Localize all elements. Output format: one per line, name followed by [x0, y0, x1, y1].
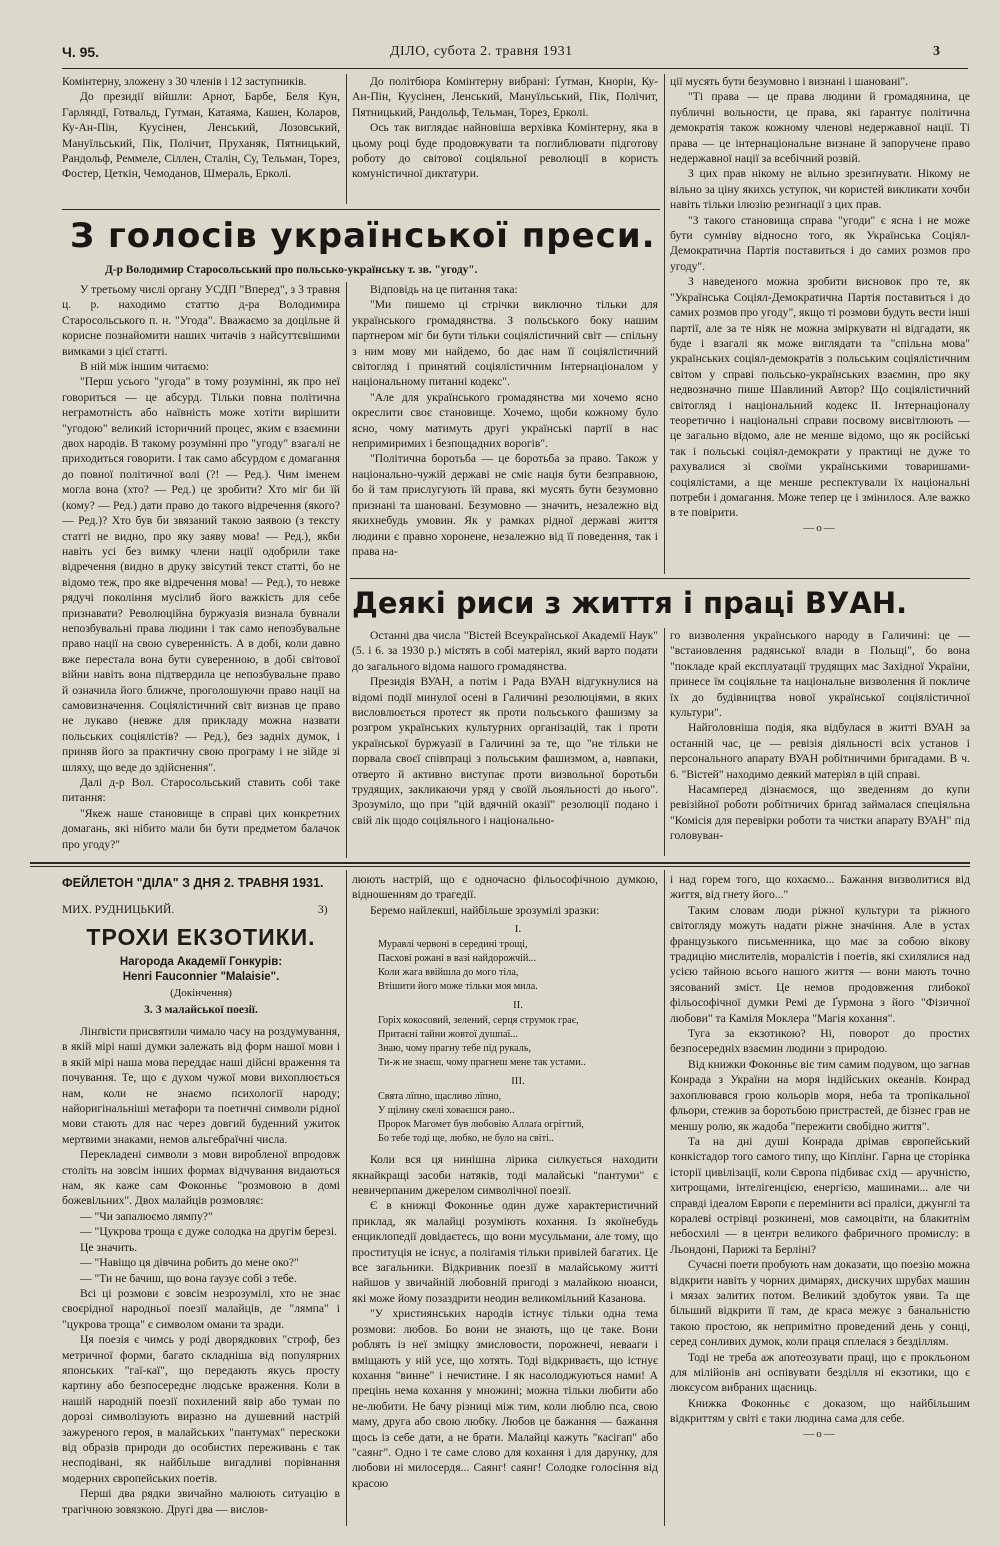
- section-rule: [350, 578, 970, 579]
- feuilleton-part: 3): [318, 904, 328, 916]
- feuilleton-col-1: [62, 1024, 340, 1524]
- paragraph: Книжка Фоконньє є доказом, що найбільшим відкриттям у світі є таки людина сама для себе.: [670, 1396, 970, 1426]
- paragraph: "Якеж наше становище в справі цих конкретних домагань, які нібито мали би бути предметом балачок про угоду?": [62, 806, 340, 851]
- top-col-2: [352, 74, 658, 206]
- article2-title: Деякі риси з життя і праці ВУАН.: [352, 586, 908, 620]
- poem-line: Свята лїпно, щасливо лїпно,: [378, 1091, 502, 1103]
- poem-line: Втішити його може тільки моя мила.: [378, 981, 538, 993]
- article1-subtitle: Д-р Володимир Старосольський про польсько-українську т. зв. "угоду".: [105, 264, 478, 276]
- section-rule: [62, 209, 660, 210]
- feuilleton-section-title: 3. З малайської поезії.: [144, 1004, 258, 1016]
- poem-line: Горіх кокосовий, зелений, серця струмок грає,: [378, 1015, 579, 1027]
- paragraph: "Ті права — це права людини й громадянина, це публичні вольности, це права, які ґарантує політична демократія також кожному членові недержавної нації. Ті права — це інтернаціональне визнане й запоручене право недержавної нації за всебічний розвій.: [670, 90, 970, 166]
- issue-number: Ч. 95.: [62, 44, 100, 60]
- top-col-1: [62, 74, 340, 206]
- feuilleton-subtitle-1: Нагорода Академії Гонкурів:: [119, 956, 283, 968]
- paragraph: Коли вся ця нинішна лірика силкується находити якнайкращі засоби натяків, тоді малайські "пантуми" є невичерпаним джерелом символічної поезії.: [352, 1153, 658, 1198]
- column-divider: [346, 74, 347, 204]
- paragraph: У третьому числі органу УСДП "Вперед", з 3 травня ц. р. находимо статтю д-ра Володимира Старосольського п. н. "Угода". Вважаємо за доцільне й корисне познайомити наших читачів з найсуттєвішими вимками з цієї статті.: [62, 283, 340, 358]
- paragraph: Останні два числа "Вістей Всеукраїнської Академії Наук" (5. і 6. за 1930 р.) містять в собі матеріял, який варто подати до загального відома нашого громадянства.: [352, 629, 658, 673]
- poem-line: Притаєні тайни жовтої душпаї...: [378, 1029, 518, 1041]
- paragraph: Ось так виглядає найновіша верхівка Комінтерну, яка в цьому році буде продовжувати та поглиблювати підготову роботу до світової соціяльної революції в користь комуністичної диктатури.: [352, 121, 658, 181]
- feuilleton-rule: [30, 862, 970, 864]
- paragraph: — "Цукрова троща є дуже солодка на другім березі.: [80, 1225, 337, 1239]
- paragraph: Є в книжці Фоконнье один дуже характеристичний приклад, як малайці розуміють кохання. Із якоїнебудь енциклопедії довідаєтесь, що вони мусульмани, але тому, що проституція не існує, а поліґамія тільки привілей багатих. Це все загальники. Відкривник поезії в малайському житті найшов у звичайній любовній пригоді з малайкою нюанси, які може йому позаздрити неодин великомільний Казанова.: [352, 1199, 658, 1305]
- paragraph: і над горем того, що кохаємо... Бажання визволитися від життя, від гнету його...": [670, 873, 970, 902]
- paragraph: Комінтерну, зложену з 30 членів і 12 заступників.: [62, 75, 307, 88]
- feuilleton-banner: ФЕЙЛЕТОН "ДІЛА" З ДНЯ 2. ТРАВНЯ 1931.: [62, 876, 324, 890]
- paragraph: "Ми пишемо ці стрічки виключно тільки для українського громадянства. З польського боку нашим партнером міг би бути тільки соціялістичний світ — спільну з ним мову ми найдемо, бо дає нам її соціялістичний світогляд і принятий соціялістичним Інтернаціоналом у національному питанні кодекс".: [352, 298, 658, 389]
- masthead-date: ДІЛО, субота 2. травня 1931: [390, 44, 573, 59]
- paragraph: го визволення українського народу в Галичині: це — "встановлення радянської влади в Польщі", бо вона "покладе край експлуатації трудящих мас Західної України, принесе їм соціяльне та національне визволення й покличе їх до будівництва нової української соціялістичної культури".: [670, 629, 970, 720]
- column-divider: [346, 870, 347, 1526]
- paragraph: Беремо найлекші, найбільше зрозумілі зразки:: [370, 903, 600, 917]
- column-divider: [664, 74, 665, 574]
- paragraph: До президії війшли: Арнот, Барбе, Беля Кун, Гарляндї, Готвальд, Гутман, Катаяма, Кашен, Коларов, Ку-Ан-Пін, Куусінен, Ленський, Лозовський, Мануїльський, Пік, Полічит, Пруханяк, Пятницький, Рандольф, Реммеле, Сіллен, Сталін, Су, Тельман, Торез, Фостер, Цеткін, Чемоданов, Шмераль, Ерколі.: [62, 90, 340, 181]
- page-number: 3: [933, 44, 940, 59]
- column-divider: [346, 282, 347, 858]
- feuilleton-col-3: [670, 872, 970, 1524]
- poem-number: II.: [512, 999, 524, 1012]
- poem-line: Коли жага ввійшла до мого тіла,: [378, 967, 519, 979]
- paragraph: Сучасні поети пробують нам доказати, що поезію можна відкрити навіть у чорних димарях, дискучих шрубах машин і мязах залитих потом. Великий здобуток уяви. Та ще більший відкрити її там, де краса межує з банальністю такою простою, як непримітно проведений день у сонці, серед сонливих думок, коли праця сплелася з безділлям.: [670, 1258, 970, 1349]
- paragraph: Президія ВУАН, а потім і Рада ВУАН відгукнулися на відомі події минулої осені в Галичині резолюціями, в яких висловлюється протест як проти польського фашизму за розгром українських культурних організацій, так і проти української буржуазії в Галичині за те, що "не тільки не порвала своєї співпраці з польським фашизмом, а, навпаки, отверто й активно виступає проти визвольної боротьби трудящих, закликаючи уряд у своїй льояльності до нього". Зрозуміло, що при "цій вдячній оказії" резолюції подано і свій лік щодо соціяльного і національно-: [352, 675, 658, 827]
- paragraph: люють настрій, що є одночасно фільософічною думкою, відношенням до трагедії.: [352, 873, 658, 902]
- paragraph: Та на дні душі Конрада дрімав європейський конкістадор того самого типу, що Кіплінґ. Гарна це сторінка історії цивілізації, коли Європа підбиває схід — аручністю, хитрощами, інтелігенцією, енергією, машинами... але чи справді ідеалом Европи є перемінити всі праліси, джунглі та коралеві острівці розкинені, мов самоцвіти, на блакитнім небосхилі — в центри великого фабричного промислу: в Льондоні, Парижі та Берліні?: [670, 1134, 970, 1256]
- poem-line: Пророк Магомет був любовію Аллаґа огріттий,: [378, 1119, 584, 1131]
- paragraph: До політбюра Комінтерну вибрані: Ґутман, Кнорін, Ку-Ан-Пін, Куусінен, Ленський, Мануїльський, Пік, Полічит, Пятницький, Рандольф, Тельман, Торез, Ерколі.: [352, 75, 658, 119]
- paragraph: З цих прав нікому не вільно зрезиґнувати. Нікому не вільно за ціну якихсь уступок, чи користей викликати хочби навіть тільки ілюзію резиґнації з цих прав.: [670, 167, 970, 212]
- paragraph: — "Навіщо ця дівчина робить до мене око?": [80, 1256, 299, 1270]
- article1-col-2: [352, 282, 658, 572]
- paragraph: Тоді не треба аж апотеозувати праці, що є прокльоном для мілійонів ані оспівувати безділля ні екзотики, що є люксусом вибраних щасниць.: [670, 1350, 970, 1395]
- separator: —o—: [803, 1427, 837, 1440]
- separator: —o—: [803, 521, 837, 534]
- poem-line: У щілину скелі ховаєшся рано..: [378, 1105, 515, 1117]
- article2-col-2: [670, 628, 970, 856]
- feuilleton-rule: [30, 866, 970, 867]
- poem-line: Ти-ж не знаєш, чому прагнеш мене так устами..: [378, 1057, 586, 1069]
- paragraph: Туга за екзотикою? Ні, поворот до простих безпосередніх взаємин людини з природою.: [670, 1027, 970, 1056]
- paragraph: Це значить.: [80, 1240, 138, 1254]
- feuilleton-title: ТРОХИ ЕКЗОТИКИ.: [86, 924, 316, 950]
- paragraph: Перекладені символи з мови виробленої впродовж століть на зовсім інших формах відчування видаються нам, як каже сам Фоконньє "розмовою в домі божевільних". Двох малайців розмовляє:: [62, 1148, 340, 1208]
- poem-3: [352, 1074, 658, 1146]
- paragraph: "Політична боротьба — це боротьба за право. Також у національно-чужій державі не сміє нація бути безправною, бо й там прислугують їй права, які мусять бути безумовно признані та шановані. Безумовно — значить, незалежно від якихнебудь умовин. Як у рамках рідної державі життя людини є правно хоронене, незалежно від її поведення, так і права на-: [352, 452, 658, 558]
- paragraph: "З такого становища справа "угоди" є ясна і не може бути сумніву відносно того, як Українська Соціял-Демократична Партія поставиться і до самих розмов про угоду".: [670, 213, 970, 273]
- paragraph: Всі ці розмови є зовсім незрозумілі, хто не знає своєрідної народньої поезії малайців, де "лямпа" і "цукрова троща" є символом омани та зради.: [62, 1286, 340, 1331]
- column-divider: [664, 870, 665, 1526]
- poem-number: III.: [511, 1075, 525, 1088]
- poem-line: Знаю, чому прагну тебе під рукаль,: [378, 1043, 532, 1055]
- paragraph: Найголовніша подія, яка відбулася в житті ВУАН за останній час, це — ревізія діяльності всіх установ і персонального апарату ВУАН робітничими бригадами. В ч. 6. "Вістей" находимо деякий матеріял в цій справі.: [670, 721, 970, 781]
- paragraph: ції мусять бути безумовно і визнані і шановані".: [670, 75, 909, 88]
- poem-line: Бо тебе тоді ще, любко, не було на світі..: [378, 1133, 554, 1145]
- feuilleton-subtitle-2: Henri Fauconnier "Malaisie".: [122, 971, 280, 983]
- paragraph: Лінґвісти присвятили чимало часу на роздумування, в якій мірі наші думки залежать від форм нашої мови і в якій мірі наша мова переддає наші дійсні враження та почування. Те, що є духом чужої мови вихоплюється нам, коли не знаємо психології народу; найоригінальніші метафори та поетичні символи рідної мови стають для нас через довгий буденний ужиток мертвими знаками, немов альгебраїчні числа.: [62, 1025, 340, 1146]
- paragraph: Відповідь на це питання така:: [370, 283, 518, 296]
- paragraph: Насамперед дізнаємося, що зведенням до купи ревізійної роботи робітничих бриґад займалася спеціяльна "Комісія для перевірки роботи та чистки апарату ВУАН" під головуван-: [670, 783, 970, 843]
- article2-col-1: [352, 628, 658, 856]
- paragraph: "Перш усього "угода" в тому розумінні, як про неї говориться — це абсурд. Тільки повна політична неграмотність або наївність може хотіти вирішити "угодою" великий історичний процес, яким є взаємини двох народів. В такому розумінні про "угоду" взагалі не приходиться говорити. І так само абсурдом є домагання до повної політичної волі (?! — Ред.). Чим іменем могла вона (хто? — Ред.) це зробити? Хто міг би їй (кому? — Ред.) дати право до такого відречення (якого? — Ред.)? Хто був би звязаний такою заявою (з тексту статті не видно, про яку заяву мова! — Ред.), якби навіть усі без вимку члени нації одобрили таке відречення (видно в друку звісутий текст статті, бо не відомо теж, про яке відречення мова! — Ред.), то невже рядучі покоління мусілиб його важкість для себе признавати? Революційна буржуазія визнала бувнали непозбувальні права людини і так само непозбувальне право нації на свою суверенність. А в добі, коли давно вже перестала вона бути суверенною, в добі світової війни навіть вона підтвердила це непозбувальне право й означила його ближче, проголошуючи право нації на самовизначення. Соціялістичний світ визнав це право не лукаво (невже для прикладу можна назвати польських соціялістів? — Ред.), без задніх думок, і приняв його за практичну свою програму і не зійде зі шляху, що веде до здійснення".: [62, 375, 340, 774]
- feuilleton-subtitle-3: (Докінчення): [170, 987, 232, 999]
- paragraph: "Але для українського громадянства ми хочемо ясно окреслити своє становище. Хочемо, щоби кожному було ясно, чому матимуть другі українські партії в нас непримиримих і безпощадних ворогів".: [352, 390, 658, 451]
- paragraph: Далі д-р Вол. Старосольський ставить собі таке питання:: [62, 776, 340, 805]
- poem-line: Пасхові рожані в вазі найдорожчій...: [378, 953, 536, 965]
- paragraph: В ній між іншим читаємо:: [80, 360, 210, 374]
- feuilleton-col-2: [352, 872, 658, 1524]
- poem-line: Муравлі червоні в середині трощі,: [378, 939, 528, 951]
- feuilleton-author: МИХ. РУДНИЦЬКИЙ.: [62, 904, 175, 916]
- poem-1: [352, 922, 658, 994]
- paragraph: З наведеного можна зробити висновок про те, як "Українська Соціял-Демократична Партія поставиться і до самих розмов про угоду", якщо ті розмови будуть вести інші партії, але за те ніяк не можна зміркувати ні відгадати, як буде і взагалі як може виглядати та "спільна мова" українських соціял-демократів з польським соціялістичним світом у справі польсько-українських взаємин, про яку недвозначно пише Шавлиний Автор? Що соціялістичний світогляд і національний кодекс II. Інтернаціоналу теоретично і національні справи посвому висвітлюють — це загально відомо, але не менше відомо, що як російські так і польські соціял-демократи у практиці не дуже то рахувалися зі своїми українськими товаришами-соціялістами, а ще менше респектували їх національні потреби і домагання. Може тепер це і змінилося. Але важко в те повірити.: [670, 275, 970, 520]
- header-rule: [62, 68, 968, 69]
- poem-2: [352, 998, 658, 1070]
- paragraph: "У християнських народів істнує тільки одна тема розмови: любов. Бо вони не знають, що це таке. Вони роблять із неї зміщку змисловости, порожнечі, невааги і вміщають у ній усе, що хотять. Тоді відкриваєть, що істнує кохання "винне" і нечистине. І як насолоджуються нами! А прецінь нема кохання у множині; можна тільки любити або не-любити. Не бачу різниці між тим, коли люблю пса, свою маму, друга або свою любку. Любов це бажання — бажання щось із себе дати, а не брати. Малайці кажуть "касігап" або "саянг". Одно і те саме слово для кохання і для дарунку, для любови ні милосердя... Саянг! саянг! Солодке голосіння від красою: [352, 1307, 658, 1490]
- paragraph: Від книжки Фоконньє віє тим самим подувом, що загнав Конрада з України на моря індійських океанів. Конрад захоплювався грою кольорів моря, неба та тропікальної фльори, стежив за боротьбою пристрастей, де бізнес грав не меншу ролю, як жадоба "пережити свобідно життя".: [670, 1057, 970, 1133]
- paragraph: — "Чи запалюємо лямпу?": [80, 1209, 213, 1223]
- paragraph: Перші два рядки звичайно малюють ситуацію в трагічною зовязкою. Другі два — вислов-: [62, 1487, 340, 1516]
- article1-col-1: [62, 282, 340, 856]
- paragraph: Ця поезія є чимсь у роді дворядкових "строф, без метричної форми, багато складніша від популярних японських "гаї-каї", що передають якусь просту картину або безпосереднє людське враження. Коли в нашій народній поезії похилений явір або туман по дорозі символізують виразно на душевний настрій зажуреного героя, в малайських "пантумах" перескоки від образів природи до особистих переживань є так несподівані, як найбільше вигадливі порівнання модерних європейських поетів.: [62, 1333, 340, 1485]
- paragraph: Таким словам люди ріжної культури та ріжного світогляду можуть надати ріжне значіння. Але в устах французького письменника, що має за собою вікову традицію мислителів, моралістів і поетів, які схилялися над усією тайною всього нашого життя — вони мають точно зясований зміст. Це немов продовження глибокої фільософічної думки Ремі де Ґурмона з його "Фізичної любови" та Каміля Моклера "Магія кохання".: [670, 903, 970, 1025]
- article1-title: З голосів української преси.: [70, 216, 656, 256]
- paragraph: — "Ти не бачиш, що вона ґаузує собі з тебе.: [80, 1271, 297, 1285]
- poem-number: I.: [514, 923, 522, 936]
- column-divider: [664, 628, 665, 856]
- page-header: [30, 44, 970, 68]
- right-col-top: [670, 74, 970, 566]
